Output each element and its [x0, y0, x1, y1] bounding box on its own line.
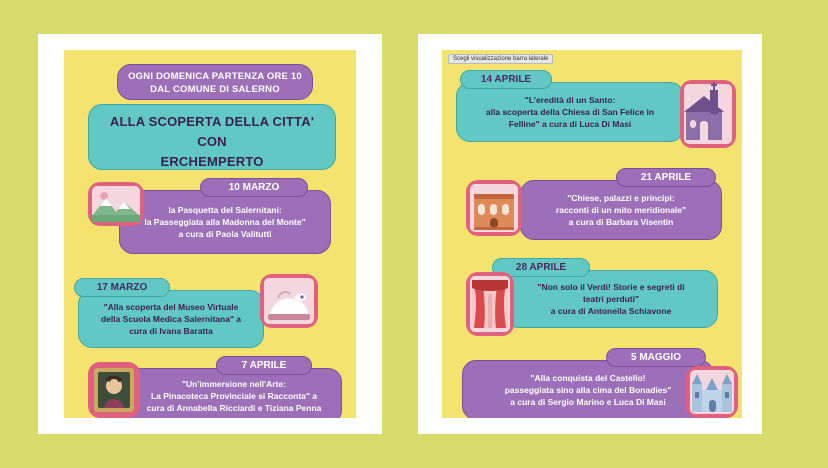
poster-page-right — [418, 34, 762, 434]
left-title-line3: ERCHEMPERTO — [160, 154, 264, 170]
right-date-badge-3: 28 APRILE — [492, 258, 590, 277]
right-date-badge-2: 21 APRILE — [616, 168, 716, 187]
right-entry-text-2 — [520, 180, 722, 240]
left-entry-3-line3: cura di Annabella Ricciardi e Tiziana Penna — [146, 403, 322, 414]
right-entry-3-line1: "Non solo il Verdi! Storie e segreti di — [537, 281, 685, 292]
right-entry-1-line3: Felline" a cura di Luca Di Masi — [508, 119, 632, 130]
left-title-block — [88, 104, 336, 170]
left-entry-3-line2: La Pinacoteca Provinciale si Racconta" a — [150, 390, 318, 401]
right-entry-2-line1: "Chiese, palazzi e principi: — [567, 192, 675, 203]
right-date-badge-1: 14 APRILE — [460, 70, 552, 89]
left-entry-1-line1: la Pasquetta del Salernitani: — [168, 204, 282, 215]
right-entry-4-line3: a cura di Sergio Marino e Luca Di Masi — [510, 397, 666, 408]
poster-canvas-right — [442, 50, 742, 418]
right-date-badge-4: 5 MAGGIO — [606, 348, 706, 367]
left-date-badge-2: 17 MARZO — [74, 278, 170, 297]
poster-page-left — [38, 34, 382, 434]
left-entry-2-line1: "Alla scoperta del Museo Virtuale — [103, 301, 239, 312]
church-icon — [680, 80, 736, 148]
right-entry-text-3 — [504, 270, 718, 328]
right-entry-4-line2: passeggiata sino alla cima del Bonadies" — [504, 384, 672, 395]
left-entry-text-1 — [119, 190, 331, 254]
poster-canvas-left — [64, 50, 356, 418]
left-date-badge-1: 10 MARZO — [200, 178, 308, 197]
left-header-top-line2: DAL COMUNE DI SALERNO — [150, 84, 280, 96]
right-entry-2-line3: a cura di Barbara Visentin — [568, 217, 674, 228]
left-entry-text-2 — [78, 290, 264, 348]
left-title-line2: CON — [197, 134, 227, 150]
castle-icon — [686, 366, 738, 418]
theatre-curtain-icon — [466, 272, 514, 336]
left-entry-2-line3: cura di Ivana Baratta — [129, 326, 213, 337]
right-entry-3-line3: a cura di Antonella Schiavone — [550, 306, 672, 317]
left-entry-1-line3: a cura di Paola Valitutti — [178, 229, 272, 240]
right-entry-3-line2: teatri perduti" — [583, 293, 639, 304]
right-entry-text-4 — [462, 360, 714, 418]
mountains-icon — [88, 182, 144, 226]
statue-horse-icon — [260, 274, 318, 328]
left-header-top — [117, 64, 313, 100]
right-entry-1-line2: alla scoperta della Chiesa di San Felice in — [485, 106, 655, 117]
palace-icon — [466, 180, 522, 236]
sidebar-visibility-tooltip: Scegli visualizzazione barra laterale — [448, 54, 553, 64]
left-entry-3-line1: "Un'immersione nell'Arte: — [182, 378, 286, 389]
left-date-badge-3: 7 APRILE — [216, 356, 312, 375]
left-entry-2-line2: della Scuola Medica Salernitana" a — [100, 313, 242, 324]
painting-icon — [88, 362, 140, 418]
left-header-top-line1: OGNI DOMENICA PARTENZA ORE 10 — [128, 71, 302, 82]
right-entry-text-1 — [456, 82, 684, 142]
left-entry-1-line2: la Passeggiata alla Madonna del Monte" — [144, 216, 306, 227]
right-entry-2-line2: racconti di un mito meridionale" — [555, 204, 687, 215]
right-entry-1-line1: "L'eredità di un Santo: — [524, 94, 616, 105]
left-title-line1: ALLA SCOPERTA DELLA CITTA' — [109, 114, 315, 129]
left-entry-text-3 — [126, 368, 342, 418]
right-entry-4-line1: "Alla conquista del Castello! — [530, 372, 646, 383]
